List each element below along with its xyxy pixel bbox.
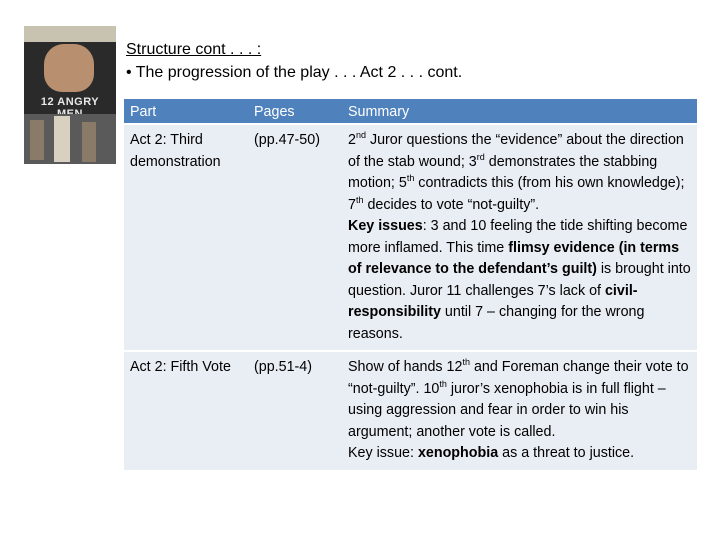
key-bold: civil-responsibility	[348, 282, 638, 320]
cell-summary	[342, 124, 697, 351]
header-pages: Pages	[248, 99, 342, 124]
movie-poster-image	[24, 26, 116, 164]
summary-sup: th	[462, 357, 470, 368]
summary-text: demonstrates the stabbing motion; 5	[348, 153, 658, 191]
key-text: as a threat to justice.	[498, 445, 635, 461]
summary-sup: th	[355, 194, 364, 205]
poster-figure	[82, 122, 96, 162]
key-issues-label: Key issues	[348, 218, 423, 234]
key-bold: flimsy evidence (in terms of relevance to the defendant’s guilt)	[348, 239, 680, 277]
heading-line-2: • The progression of the play . . . Act 2 . . . cont.	[126, 64, 463, 81]
header-summary: Summary	[342, 99, 697, 124]
key-text: until 7 – changing for the wrong reasons.	[348, 304, 645, 342]
slide-heading	[126, 38, 462, 84]
cell-pages: (pp.47-50)	[248, 124, 342, 351]
summary-sup: th	[439, 378, 447, 389]
poster-title: 12 ANGRY	[40, 96, 100, 108]
structure-table	[124, 99, 697, 470]
poster-banner	[24, 26, 116, 42]
summary-text: and Foreman change their vote to “not-guilty”. 10	[348, 359, 689, 397]
poster-figure	[54, 116, 70, 162]
heading-line-1: Structure cont . . . :	[126, 41, 262, 58]
key-text: Key issue:	[348, 445, 418, 461]
summary-text: Show of hands 12	[348, 359, 463, 375]
summary-text: contradicts this (from his own knowledge); 7	[348, 175, 685, 213]
key-text: : 3 and 10 feeling the tide shifting become more inflamed. This time	[348, 218, 688, 256]
poster-face	[44, 44, 94, 92]
summary-text: 2	[348, 132, 356, 148]
summary-text: Juror questions the “evidence” about the direction of the stab wound; 3	[348, 132, 684, 170]
poster-figure	[30, 120, 44, 160]
cell-summary	[342, 351, 697, 470]
header-part: Part	[124, 99, 248, 124]
table-row	[124, 351, 697, 470]
cell-pages: (pp.51-4)	[248, 351, 342, 470]
summary-text: juror’s xenophobia is in full flight – using aggression and fear in order to win his argument; another vote is called.	[348, 380, 666, 440]
table-row	[124, 124, 697, 351]
cell-part: Act 2: Third demonstration	[124, 124, 248, 351]
summary-sup: nd	[355, 130, 366, 141]
key-text: is brought into question. Juror 11 challenges 7’s lack of	[348, 261, 691, 299]
key-bold: xenophobia	[417, 445, 499, 461]
cell-part: Act 2: Fifth Vote	[124, 351, 248, 470]
summary-sup: rd	[476, 151, 485, 162]
summary-sup: th	[406, 173, 415, 184]
table-header-row	[124, 99, 697, 124]
summary-text: decides to vote “not-guilty”.	[363, 196, 540, 213]
